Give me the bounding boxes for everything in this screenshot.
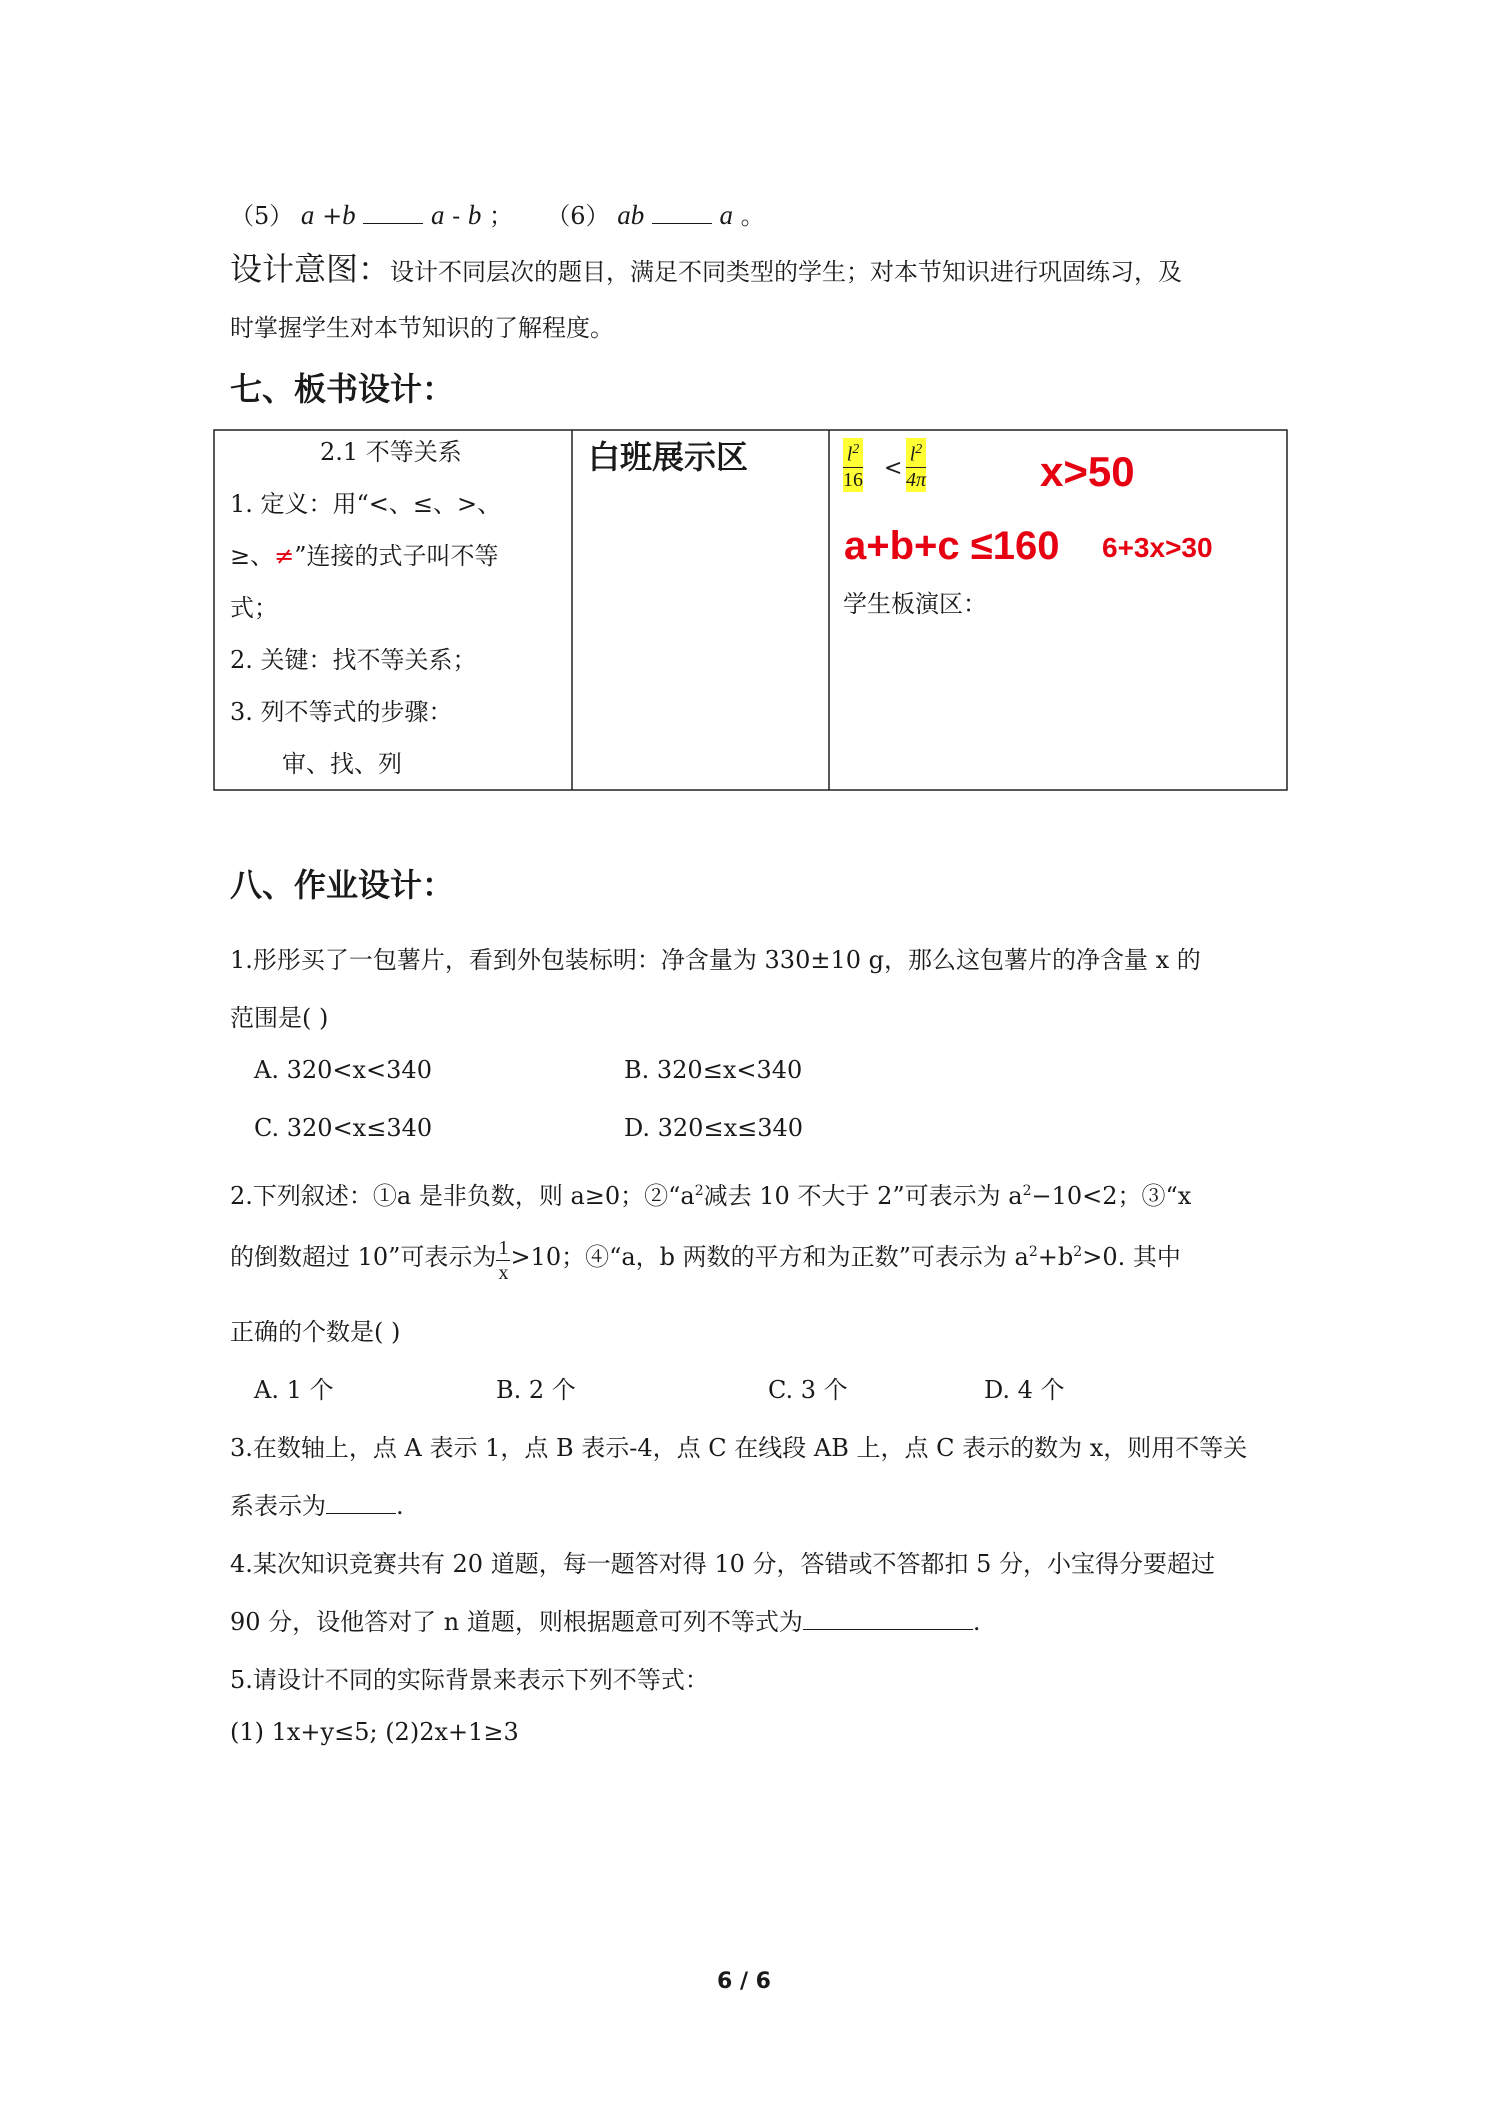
expr-x-gt-50: x>50 xyxy=(1040,448,1135,495)
symbol-neq: ≠ xyxy=(274,542,295,570)
expr-6-3x-gt-30: 6+3x>30 xyxy=(1102,532,1213,563)
answer-blank-q4[interactable] xyxy=(803,1607,973,1630)
q3-text: 系表示为 xyxy=(230,1492,326,1520)
minus-sign: - xyxy=(452,202,461,230)
frac-den: 16 xyxy=(843,468,863,491)
frac-num: l xyxy=(909,443,916,466)
hw-q2-option-d[interactable]: D. 4 个 xyxy=(984,1376,1065,1404)
hw-q1-line2: 范围是( ) xyxy=(230,1004,329,1032)
q2-text: 的倒数超过 10”可表示为 xyxy=(230,1243,497,1271)
board-left-line2 xyxy=(230,536,499,571)
hw-q1-option-c[interactable]: C. 320<x≤340 xyxy=(254,1114,433,1142)
hw-q2-line2 xyxy=(230,1236,1181,1285)
q4-text: . xyxy=(972,1608,981,1636)
board-left-line2-text: ”连接的式子叫不等 xyxy=(294,542,499,570)
superscript: 2 xyxy=(1022,1183,1032,1199)
hw-q1-option-d[interactable]: D. 320≤x≤340 xyxy=(624,1114,804,1142)
hw-q3-line2 xyxy=(230,1486,404,1521)
q2-text: 减去 10 不大于 2”可表示为 a xyxy=(703,1182,1023,1210)
frac-num: 1 xyxy=(498,1237,509,1259)
expr-a-b-c-le-160: a+b+c ≤160 xyxy=(844,524,1060,568)
student-board-area: 学生板演区： xyxy=(843,590,987,618)
design-intent-text: 设计不同层次的题目，满足不同类型的学生；对本节知识进行巩固练习，及 xyxy=(390,258,1183,286)
board-left-title: 2.1 不等关系 xyxy=(320,438,462,466)
q2-text: >10；④“a，b 两数的平方和为正数”可表示为 a xyxy=(510,1243,1029,1271)
frac-num: l xyxy=(846,443,853,466)
q3-text: . xyxy=(396,1492,404,1520)
plus-sign: + xyxy=(322,202,343,230)
design-intent-line2: 时掌握学生对本节知识的了解程度。 xyxy=(230,314,614,342)
var-a: a xyxy=(300,200,315,230)
page-number: 6 / 6 xyxy=(717,1969,771,1994)
q2-text: −10<2；③“x xyxy=(1031,1182,1192,1210)
hw-q5-line2: (1) 1x+y≤5; (2)2x+1≥3 xyxy=(230,1718,519,1746)
q2-text: >0. 其中 xyxy=(1082,1243,1181,1271)
var-b: b xyxy=(467,200,482,230)
label-5: （5） xyxy=(230,202,294,230)
superscript: 2 xyxy=(1073,1244,1083,1260)
hw-q1-option-b[interactable]: B. 320≤x<340 xyxy=(624,1056,803,1084)
hw-q2-option-c[interactable]: C. 3 个 xyxy=(768,1376,848,1404)
hw-q3-line1: 3.在数轴上，点 A 表示 1，点 B 表示-4，点 C 在线段 AB 上，点 C 表示的数为 x，则用不等关 xyxy=(230,1434,1248,1462)
symbol-geq: ≥、 xyxy=(230,542,275,570)
var-b: b xyxy=(342,200,356,230)
frac-sup: 2 xyxy=(852,442,860,457)
fraction-highlight xyxy=(843,438,863,492)
label-6: （6） xyxy=(546,202,610,230)
answer-blank-q3[interactable] xyxy=(326,1491,396,1514)
frac-den: x xyxy=(498,1262,509,1284)
semicolon: ； xyxy=(488,202,513,230)
board-left-line1: 1. 定义：用“<、≤、>、 xyxy=(230,490,502,518)
fraction-highlight xyxy=(906,438,926,492)
board-middle-title: 白班展示区 xyxy=(588,438,749,476)
board-left-line5: 3. 列不等式的步骤： xyxy=(230,698,453,726)
q2-text: 2.下列叙述：①a 是非负数，则 a≥0；②“a xyxy=(230,1182,695,1210)
var-ab: ab xyxy=(617,200,645,230)
board-left-line4: 2. 关键：找不等关系； xyxy=(230,646,477,674)
hw-q2-line3: 正确的个数是( ) xyxy=(230,1318,401,1346)
hw-q4-line2 xyxy=(230,1602,981,1637)
design-intent-label: 设计意图： xyxy=(230,250,391,288)
frac-den: 4π xyxy=(906,468,927,491)
hw-q5-line1: 5.请设计不同的实际背景来表示下列不等式： xyxy=(230,1666,709,1694)
period: 。 xyxy=(740,202,765,230)
section-7-title: 七、板书设计： xyxy=(230,370,455,408)
less-than-sign: < xyxy=(884,456,903,481)
hw-q2-option-b[interactable]: B. 2 个 xyxy=(496,1376,576,1404)
fraction-l2-4pi xyxy=(906,438,926,492)
hw-q1-option-a[interactable]: A. 320<x<340 xyxy=(254,1056,432,1084)
hw-q2-line1 xyxy=(230,1176,1191,1211)
hw-q1-line1: 1.彤彤买了一包薯片，看到外包装标明：净含量为 330±10 g，那么这包薯片的净含量 x 的 xyxy=(230,946,1201,974)
fraction-1-over-x xyxy=(496,1236,510,1285)
fraction-l2-16 xyxy=(843,438,863,492)
section-8-title: 八、作业设计： xyxy=(230,866,455,904)
board-left-line3: 式； xyxy=(230,594,278,622)
superscript: 2 xyxy=(1028,1244,1038,1260)
board-left-line6: 审、找、列 xyxy=(282,750,402,778)
hw-q4-line1: 4.某次知识竞赛共有 20 道题，每一题答对得 10 分，答错或不答都扣 5 分，小宝得分要超过 xyxy=(230,1550,1216,1578)
superscript: 2 xyxy=(694,1183,704,1199)
var-a: a xyxy=(719,200,733,230)
frac-sup: 2 xyxy=(915,442,923,457)
q2-text: +b xyxy=(1037,1243,1074,1271)
var-a: a xyxy=(430,200,445,230)
hw-q2-option-a[interactable]: A. 1 个 xyxy=(254,1376,334,1404)
q4-text: 90 分，设他答对了 n 道题，则根据题意可列不等式为 xyxy=(230,1608,803,1636)
